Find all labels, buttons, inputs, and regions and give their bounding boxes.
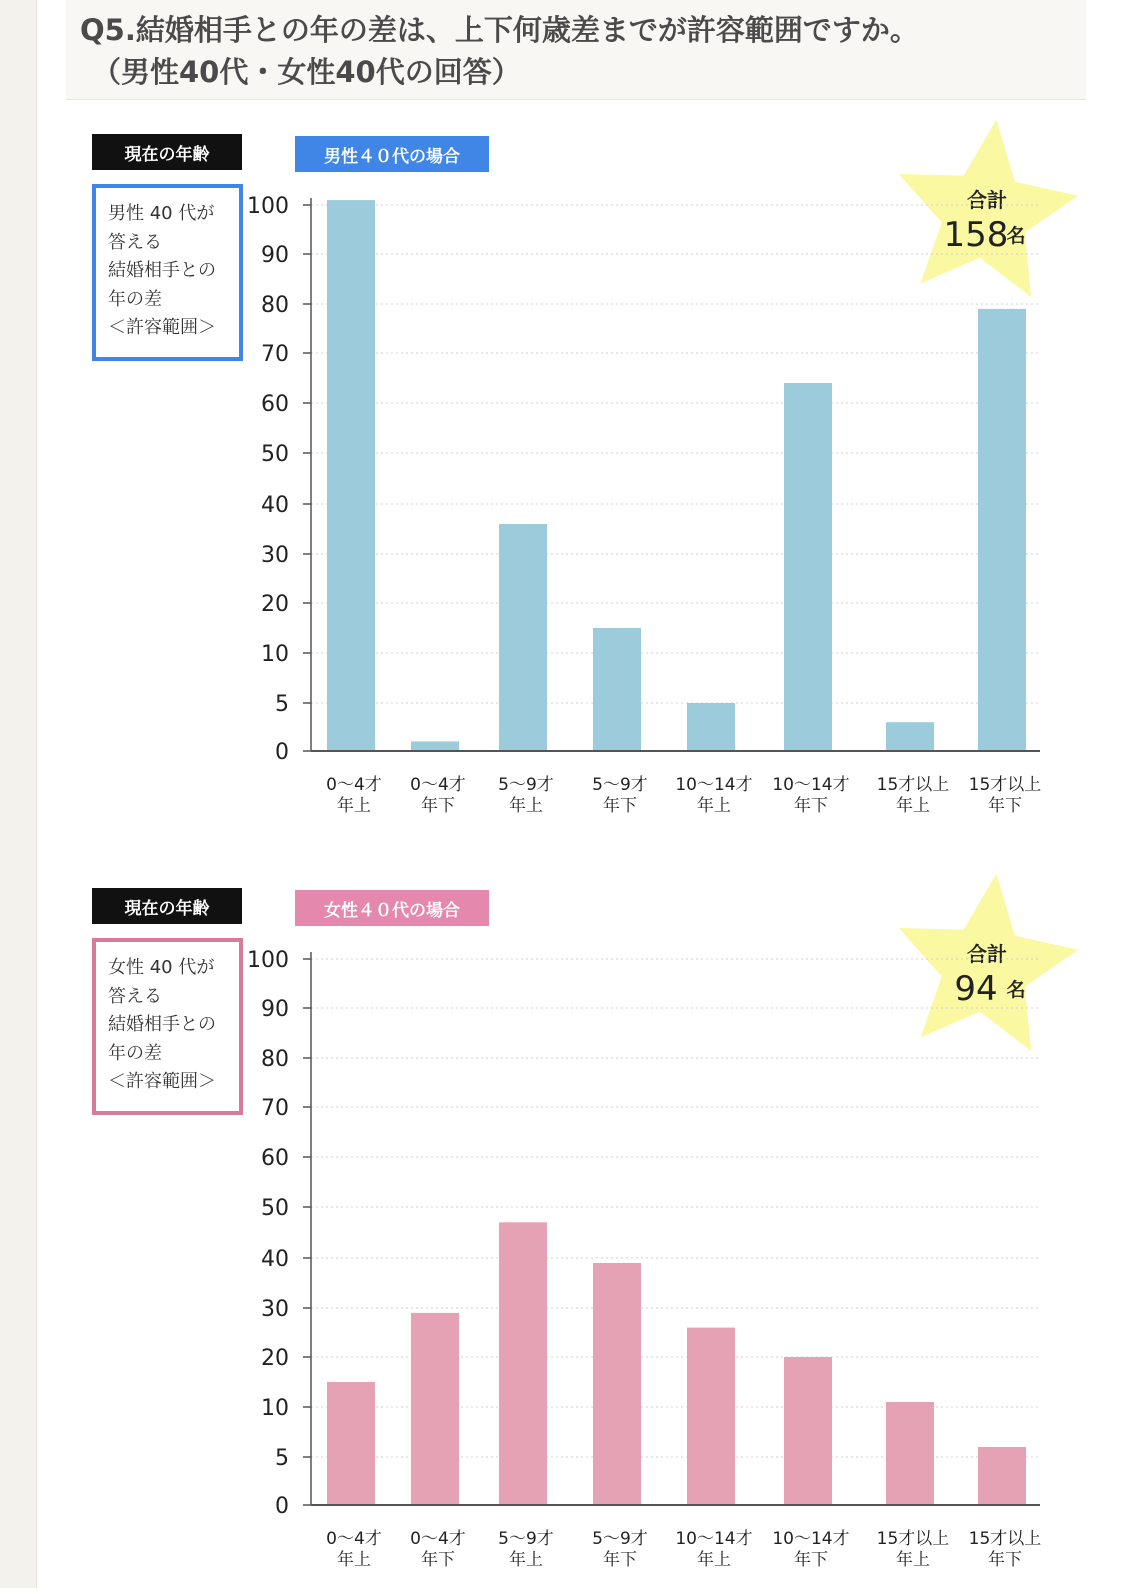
x-category-sublabel: 年上 (337, 1550, 371, 1570)
female-40s-chart (0, 754, 1125, 1570)
bar (784, 383, 832, 751)
y-tick-label: 60 (261, 392, 289, 417)
x-category-sublabel: 年上 (509, 796, 543, 816)
y-tick-label: 0 (275, 740, 289, 765)
total-label: 合計 (967, 942, 1007, 966)
x-category-label: 10～14才 (675, 775, 753, 795)
y-tick-label: 10 (261, 642, 289, 667)
y-tick-label: 70 (261, 1096, 289, 1121)
question-subtitle: （男性40代・女性40代の回答） (92, 55, 521, 89)
total-label: 合計 (967, 188, 1007, 212)
x-category-label: 0～4才 (326, 1529, 382, 1549)
y-tick-label: 90 (261, 243, 289, 268)
x-category-sublabel: 年下 (794, 1550, 828, 1570)
x-category-sublabel: 年下 (988, 796, 1022, 816)
total-number: 94 (954, 969, 998, 1009)
x-category-sublabel: 年下 (794, 796, 828, 816)
y-tick-label: 90 (261, 997, 289, 1022)
x-category-label: 10～14才 (675, 1529, 753, 1549)
x-category-label: 0～4才 (410, 1529, 466, 1549)
x-category-sublabel: 年上 (337, 796, 371, 816)
x-category-label: 0～4才 (410, 775, 466, 795)
x-category-label: 10～14才 (772, 1529, 850, 1549)
note-line: 女性 40 代が (108, 957, 215, 978)
y-tick-label: 70 (261, 342, 289, 367)
current-age-label: 現在の年齢 (92, 134, 242, 170)
bar (327, 200, 375, 751)
bar (687, 703, 735, 751)
x-category-sublabel: 年上 (697, 796, 731, 816)
question-title: Q5.結婚相手との年の差は、上下何歳差までが許容範囲ですか。 (80, 13, 919, 47)
x-category-label: 15才以上 (968, 775, 1042, 795)
bar (886, 722, 934, 751)
x-category-label: 15才以上 (968, 1529, 1042, 1549)
bar (978, 309, 1026, 751)
x-category-sublabel: 年下 (603, 1550, 637, 1570)
bar (593, 628, 641, 751)
note-line: ＜許容範囲＞ (108, 1071, 216, 1092)
x-category-label: 5～9才 (498, 775, 554, 795)
y-tick-label: 5 (275, 1446, 289, 1471)
y-tick-label: 80 (261, 1047, 289, 1072)
y-tick-label: 100 (247, 948, 289, 973)
y-tick-label: 20 (261, 1346, 289, 1371)
x-category-label: 5～9才 (498, 1529, 554, 1549)
bar (411, 741, 459, 751)
y-tick-label: 80 (261, 293, 289, 318)
note-line: 男性 40 代が (108, 203, 215, 224)
y-tick-label: 50 (261, 442, 289, 467)
bar (886, 1402, 934, 1505)
x-category-label: 5～9才 (592, 1529, 648, 1549)
x-category-label: 0～4才 (326, 775, 382, 795)
total-unit: 名 (1006, 979, 1026, 1001)
note-line: 答える (108, 231, 162, 253)
x-category-sublabel: 年下 (603, 796, 637, 816)
note-line: 結婚相手との (108, 260, 216, 281)
note-line: 答える (108, 985, 162, 1007)
bar (327, 1382, 375, 1505)
current-age-label: 現在の年齢 (92, 888, 242, 924)
x-category-sublabel: 年上 (896, 1550, 930, 1570)
x-category-sublabel: 年下 (988, 1550, 1022, 1570)
bar (978, 1447, 1026, 1505)
bar (499, 524, 547, 751)
series-tag-female-40s: 女性４０代の場合 (295, 890, 489, 926)
note-line: 結婚相手との (108, 1014, 216, 1035)
series-tag-male-40s: 男性４０代の場合 (295, 136, 489, 172)
note-line: 年の差 (108, 1042, 162, 1064)
x-category-label: 10～14才 (772, 775, 850, 795)
total-unit: 名 (1006, 225, 1026, 247)
x-category-sublabel: 年上 (509, 1550, 543, 1570)
y-tick-label: 60 (261, 1146, 289, 1171)
bar (499, 1222, 547, 1505)
y-tick-label: 5 (275, 692, 289, 717)
y-tick-label: 30 (261, 1297, 289, 1322)
note-line: ＜許容範囲＞ (108, 317, 216, 338)
y-tick-label: 30 (261, 543, 289, 568)
bar-chart-female (0, 754, 1125, 1594)
bar (784, 1357, 832, 1505)
x-category-sublabel: 年上 (697, 1550, 731, 1570)
note-line: 年の差 (108, 288, 162, 310)
bar (687, 1328, 735, 1505)
x-category-label: 15才以上 (876, 1529, 950, 1549)
y-tick-label: 20 (261, 592, 289, 617)
bar (593, 1263, 641, 1505)
bar (411, 1313, 459, 1505)
x-category-sublabel: 年下 (421, 796, 455, 816)
y-tick-label: 40 (261, 1247, 289, 1272)
x-category-label: 15才以上 (876, 775, 950, 795)
y-tick-label: 50 (261, 1196, 289, 1221)
y-tick-label: 0 (275, 1494, 289, 1519)
x-category-sublabel: 年上 (896, 796, 930, 816)
y-tick-label: 10 (261, 1396, 289, 1421)
x-category-sublabel: 年下 (421, 1550, 455, 1570)
y-tick-label: 40 (261, 493, 289, 518)
total-number: 158 (943, 215, 1009, 255)
y-tick-label: 100 (247, 194, 289, 219)
x-category-label: 5～9才 (592, 775, 648, 795)
